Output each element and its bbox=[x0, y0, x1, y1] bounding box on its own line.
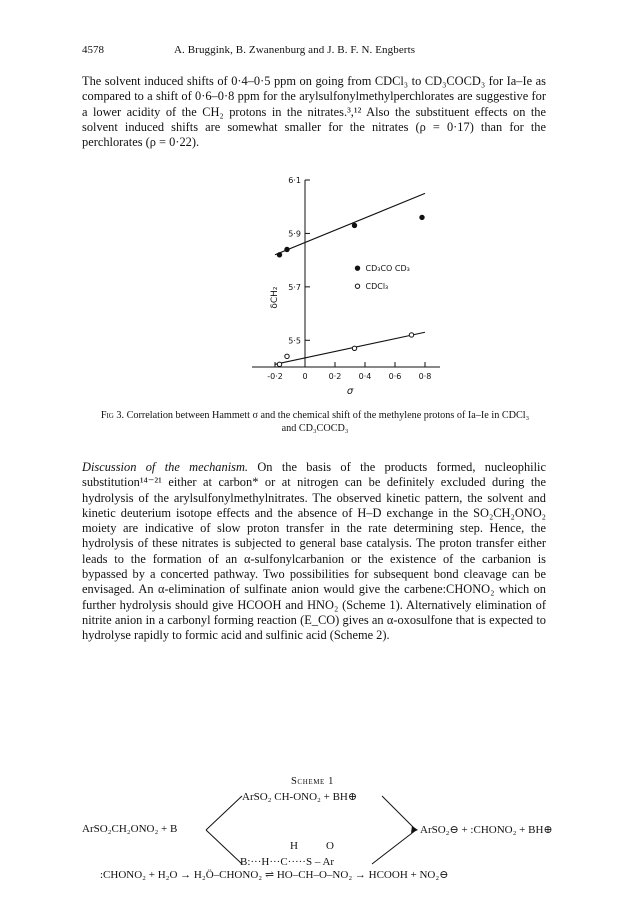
legend-label-2: CDCl₃ bbox=[365, 282, 389, 292]
scheme-ts-o: O bbox=[326, 840, 334, 852]
scheme-reactant: ArSO₂CH₂ONO₂ + B bbox=[82, 823, 178, 835]
figure-caption bbox=[100, 409, 530, 435]
scheme-equation-hydrolysis: :CHONO₂ + H₂O → H₂Ö–CHONO₂ ⇌ HO–CH–O–NO₂ → HCOOH + NO₂⊖ bbox=[100, 869, 449, 881]
author-line: A. Bruggink, B. Zwanenburg and J. B. F. N. Engberts bbox=[174, 44, 416, 56]
section-lead: Discussion of the mechanism. bbox=[82, 460, 249, 474]
hammett-chart bbox=[190, 175, 450, 400]
mechanism-body: On the basis of the products formed, nucleophilic substitution¹⁴⁻²¹ either at carbon* or at nitrogen can be definitely excluded during the hydrolysis of the arylsulfonylmethylnitrates. The observed kinetic pattern, the solvent and kinetic deuterium isotope effects and the absence of H–D exchange in the SO₂CH₂ONO₂ moiety are indicative of slow proton transfer in the rate determining step. Hence, the hydrolysis of these nitrates is subjected to general base catalysis. The proton transfer either leads to the formation of an α-sulfonylcarbanion or the existence of the carbanion is bypassed by a concerted pathway. Two possibilities for subsequent bond cleavage can be envisaged. An α-elimination of sulfinate anion would give the carbene:CHONO₂ which on further hydrolysis should give HCOOH and HNO₂ (Scheme 1). Alternatively elimination of nitrite anion in a carbonyl forming reaction (E_CO) gives an α-oxosulfone that is expected to hydrolyse rapidly to formic acid and sulfinic acid (Scheme 2). bbox=[82, 460, 546, 643]
data-point-series-1 bbox=[277, 253, 281, 257]
scheme-1 bbox=[82, 790, 552, 900]
scheme-products: ArSO₂⊖ + :CHONO₂ + BH⊕ bbox=[420, 824, 553, 836]
legend-marker-2 bbox=[355, 284, 359, 288]
x-tick-label: 0 bbox=[302, 372, 308, 381]
page-number: 4578 bbox=[82, 44, 104, 56]
paragraph-solvent-shifts: The solvent induced shifts of 0·4–0·5 ppm on going from CDCl₃ to CD₃COCD₃ for Ia–Ie as compared to a shift of 0·6–0·8 ppm for the arylsulfonylmethylperchlorates are suggestive for a lower acidity of the CH₂ protons in the nitrates.³,¹² Also the substituent effects on the solvent induced shifts are somewhat smaller for the nitrates (ρ = 0·17) than for the perchlorates (ρ = 0·22). bbox=[82, 74, 546, 150]
scheme-carbanion: ArSO₂ CH-ONO₂ + BH⊕ bbox=[242, 791, 358, 803]
x-tick-label: 0·4 bbox=[358, 372, 372, 381]
scheme-branch-down bbox=[206, 830, 242, 864]
x-tick-label: 0·6 bbox=[388, 372, 402, 381]
scheme-merge-down bbox=[372, 830, 416, 864]
data-point-series-1 bbox=[352, 223, 356, 227]
y-tick-label: 5·9 bbox=[288, 229, 301, 239]
data-point-series-1 bbox=[285, 247, 289, 251]
x-tick-label: 0·2 bbox=[328, 372, 342, 381]
x-axis-label: σ bbox=[346, 386, 354, 397]
fit-line-series-1 bbox=[275, 193, 425, 254]
y-axis-label: δCH₂ bbox=[270, 286, 280, 309]
x-tick-label: -0·2 bbox=[267, 372, 283, 381]
scheme-ts-h: H bbox=[290, 840, 298, 852]
data-point-series-2 bbox=[352, 346, 356, 350]
scheme-merge-up bbox=[382, 796, 416, 830]
caption-text: Correlation between Hammett σ and the chemical shift of the methylene protons of Ia–Ie in CDCl₃ and CD₃COCD₃ bbox=[126, 410, 530, 434]
paragraph-mechanism bbox=[82, 460, 546, 644]
x-tick-label: 0·8 bbox=[418, 372, 432, 381]
data-point-series-2 bbox=[285, 354, 289, 358]
scheme-title: Scheme 1 bbox=[290, 776, 334, 787]
scheme-branch-up bbox=[206, 796, 242, 830]
legend-label-1: CD₃CO CD₃ bbox=[365, 264, 410, 274]
data-point-series-2 bbox=[409, 333, 413, 337]
y-tick-label: 6·1 bbox=[288, 176, 301, 185]
caption-label: Fig 3. bbox=[100, 410, 125, 421]
y-tick-label: 5·5 bbox=[288, 336, 301, 346]
scheme-arrowhead bbox=[411, 826, 418, 833]
y-tick-label: 5·7 bbox=[288, 282, 301, 292]
legend-marker-1 bbox=[355, 266, 359, 270]
data-point-series-1 bbox=[420, 215, 424, 219]
scheme-transition-state: B:···H···C·····S – Ar bbox=[240, 856, 335, 868]
data-point-series-2 bbox=[277, 362, 281, 366]
